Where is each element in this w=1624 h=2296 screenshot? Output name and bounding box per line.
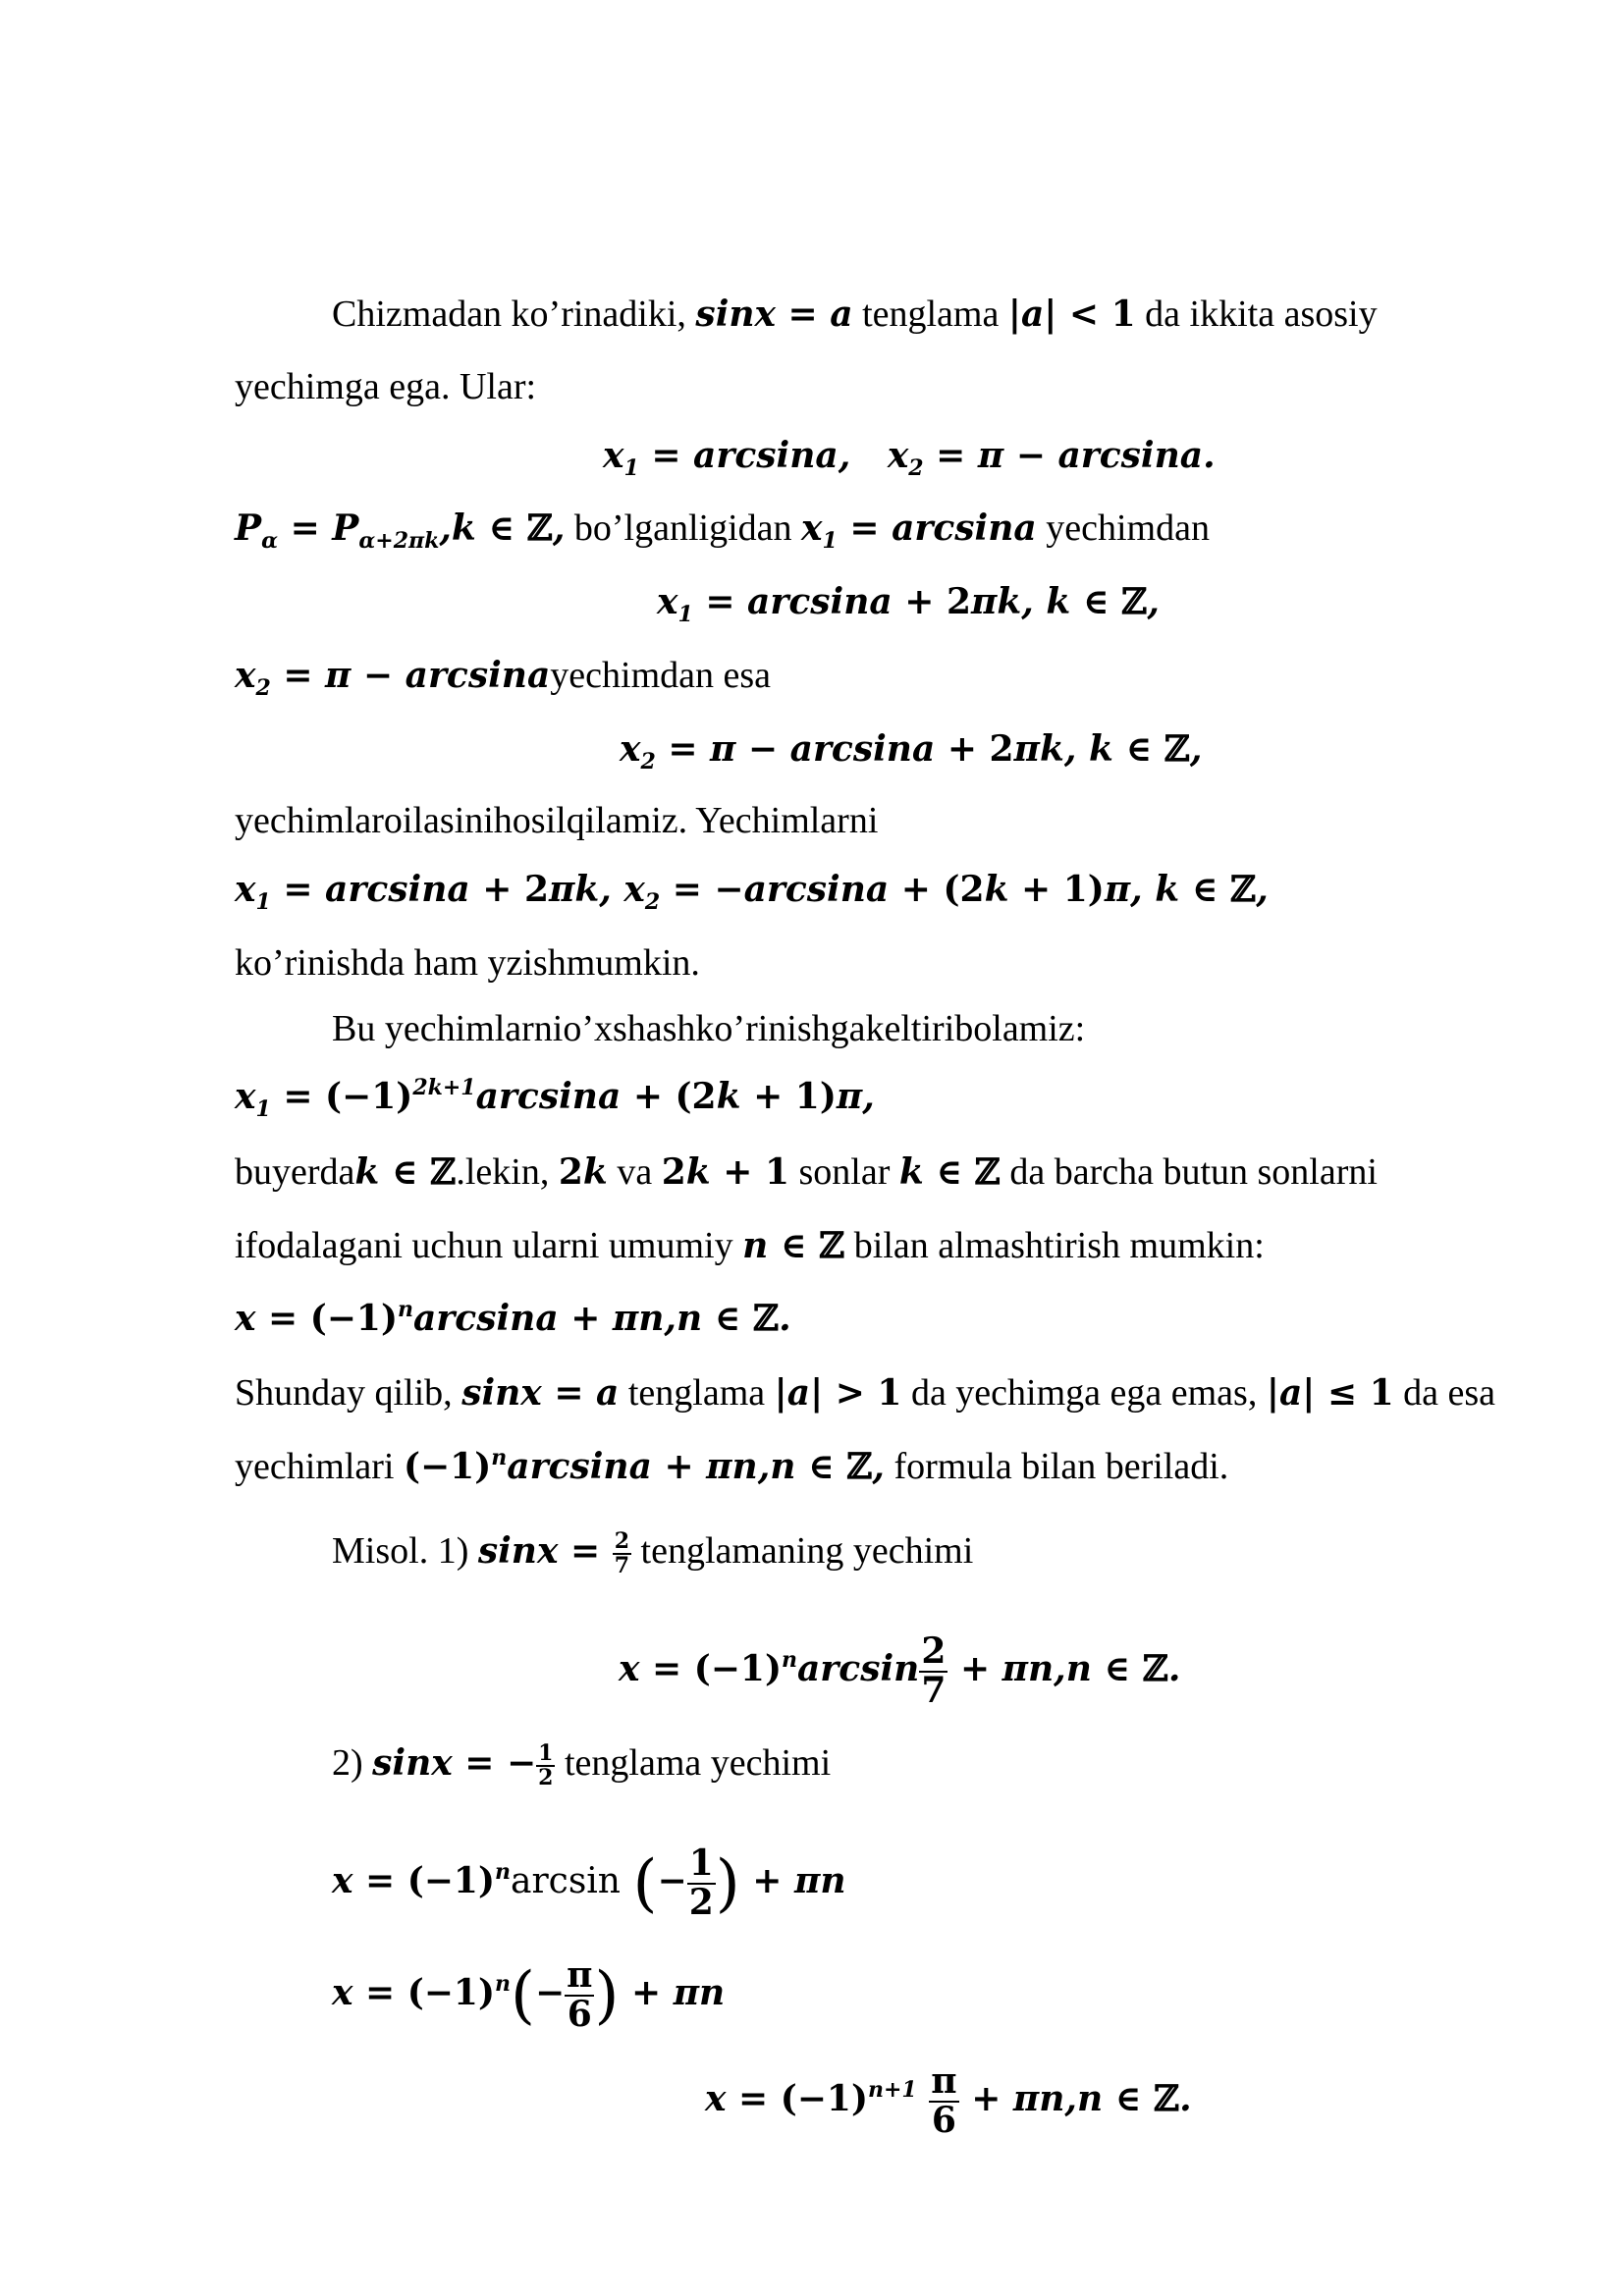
math-display: $x = (-1)^n\arcsin$ (− $\frac{1}{2}$ ) + πn bbox=[332, 1842, 846, 1923]
text-run: da barcha butun sonlarni bbox=[1000, 1151, 1378, 1193]
math-display: $x = (-1)^n(-$ $\frac{\pi}{6}$ ) + πn bbox=[332, 1954, 726, 2035]
math-inline: sinx = $\frac{2}{7}$ bbox=[477, 1527, 630, 1578]
equation-line bbox=[332, 1842, 846, 1923]
math-inline: $(-1)^n\arcsin a + \pi n,n$ ∈ ℤ, bbox=[403, 1445, 885, 1487]
text-run: da ikkita asosiy bbox=[1135, 294, 1378, 335]
text-run: ko’rinishda ham yzishmumkin. bbox=[235, 942, 700, 984]
math-display: $x_1 = \arcsin a + 2\pi k$, $x_2 = -\arcsin a + (2k + 1)\pi$, k ∈ ℤ, bbox=[235, 869, 1269, 915]
math-inline: $x_1 = \arcsin a$ bbox=[801, 507, 1037, 554]
fraction: $\frac{1}{2}$ bbox=[688, 1842, 714, 1923]
equation-line bbox=[603, 432, 1216, 479]
text-run: yechimdan esa bbox=[550, 655, 772, 696]
math-display: $x = (-1)^n\arcsin$ $\frac{2}{7}$ + πn,n ∈ ℤ. bbox=[619, 1630, 1181, 1711]
text-run: tenglama bbox=[619, 1372, 775, 1414]
text-run: va bbox=[607, 1151, 662, 1193]
math-inline: 2k bbox=[558, 1151, 608, 1193]
text-run: da esa bbox=[1393, 1372, 1496, 1414]
paragraph-line bbox=[235, 505, 1210, 552]
math-inline: sinx = − $\frac{1}{2}$ bbox=[372, 1739, 554, 1790]
text-run: ifodalagani uchun ularni umumiy bbox=[235, 1225, 743, 1266]
math-display: $x_2 = \pi - \arcsin a + 2\pi k$, k ∈ ℤ, bbox=[620, 728, 1203, 774]
text-run: yechimga ega. Ular: bbox=[235, 366, 537, 407]
paragraph-line bbox=[235, 652, 771, 699]
equation-line bbox=[657, 578, 1160, 625]
text-run: da yechimga ega emas, bbox=[901, 1372, 1267, 1414]
text-run: yechimdan bbox=[1036, 507, 1210, 549]
equation-line bbox=[332, 1954, 726, 2035]
fraction: $\frac{1}{2}$ bbox=[538, 1739, 554, 1790]
math-display: $x = (-1)^n\arcsin a + \pi n,n$ ∈ ℤ. bbox=[235, 1297, 791, 1339]
text-run: tenglama yechimi bbox=[555, 1742, 832, 1784]
math-inline: k ∈ ℤ bbox=[898, 1151, 1001, 1193]
paragraph-line bbox=[235, 797, 878, 844]
text-run: Misol. 1) bbox=[332, 1530, 478, 1572]
text-run: 2) bbox=[332, 1742, 373, 1784]
paragraph-line bbox=[332, 1739, 831, 1789]
math-display: $x = (-1)^{n+1}$ $\frac{\pi}{6}$ + πn,n ∈ ℤ. bbox=[705, 2060, 1192, 2141]
text-run: sonlar bbox=[789, 1151, 899, 1193]
text-run: formula bilan beriladi. bbox=[884, 1446, 1229, 1487]
math-inline: $x_2 = \pi - \arcsin a$ bbox=[235, 655, 551, 701]
fraction: $\frac{2}{7}$ bbox=[921, 1630, 947, 1711]
equation-line bbox=[235, 1073, 875, 1120]
text-run: tenglama bbox=[852, 294, 1008, 335]
paragraph-line bbox=[235, 1148, 1378, 1196]
equation-line bbox=[235, 1295, 791, 1342]
paragraph-line bbox=[235, 939, 700, 987]
paragraph-line bbox=[332, 291, 1378, 338]
math-display: $x_1 = (-1)^{2k+1}\arcsin a + (2k + 1)\pi$, bbox=[235, 1075, 875, 1122]
paragraph-line bbox=[332, 1527, 973, 1577]
equation-line bbox=[619, 1630, 1181, 1711]
math-inline: |a| < 1 bbox=[1007, 294, 1136, 335]
math-inline: sinx = a bbox=[695, 294, 853, 335]
math-inline: $P_\alpha = P_{\alpha+2\pi k},k$ ∈ ℤ, bbox=[235, 507, 566, 554]
paragraph-line bbox=[332, 1005, 1085, 1052]
math-display: $x_1 = \arcsin a$, $x_2 = \pi - \arcsin a$. bbox=[603, 435, 1216, 481]
paragraph-line bbox=[235, 1222, 1265, 1269]
paragraph-line bbox=[235, 1369, 1495, 1416]
fraction: $\frac{\pi}{6}$ bbox=[931, 2060, 957, 2141]
text-run: bo’lganligidan bbox=[565, 507, 802, 549]
math-inline: n ∈ ℤ bbox=[742, 1225, 845, 1266]
text-run: .lekin, bbox=[456, 1151, 559, 1193]
text-run: bilan almashtirish mumkin: bbox=[844, 1225, 1265, 1266]
equation-line bbox=[705, 2060, 1192, 2141]
text-run: yechimlari bbox=[235, 1446, 404, 1487]
text-run: Chizmadan ko’rinadiki, bbox=[332, 294, 696, 335]
math-inline: 2k + 1 bbox=[661, 1151, 790, 1193]
paragraph-line bbox=[235, 1443, 1228, 1490]
fraction: $\frac{2}{7}$ bbox=[614, 1527, 630, 1578]
equation-line bbox=[620, 725, 1202, 773]
math-inline: k ∈ ℤ bbox=[354, 1151, 457, 1193]
math-inline: sinx = a bbox=[461, 1372, 620, 1414]
fraction: $\frac{\pi}{6}$ bbox=[567, 1954, 593, 2035]
equation-line bbox=[235, 866, 1269, 913]
math-inline: |a| ≤ 1 bbox=[1266, 1372, 1394, 1414]
text-run: buyerda bbox=[235, 1151, 355, 1193]
text-run: Bu yechimlarnio’xshashko’rinishgakeltiribolamiz: bbox=[332, 1008, 1086, 1049]
math-display: $x_1 = \arcsin a + 2\pi k$, k ∈ ℤ, bbox=[657, 581, 1160, 627]
paragraph-line bbox=[235, 363, 536, 410]
math-inline: |a| > 1 bbox=[774, 1372, 902, 1414]
text-run: Shunday qilib, bbox=[235, 1372, 462, 1414]
text-run: yechimlaroilasinihosilqilamiz. Yechimlarni bbox=[235, 800, 879, 841]
text-run: tenglamaning yechimi bbox=[631, 1530, 974, 1572]
